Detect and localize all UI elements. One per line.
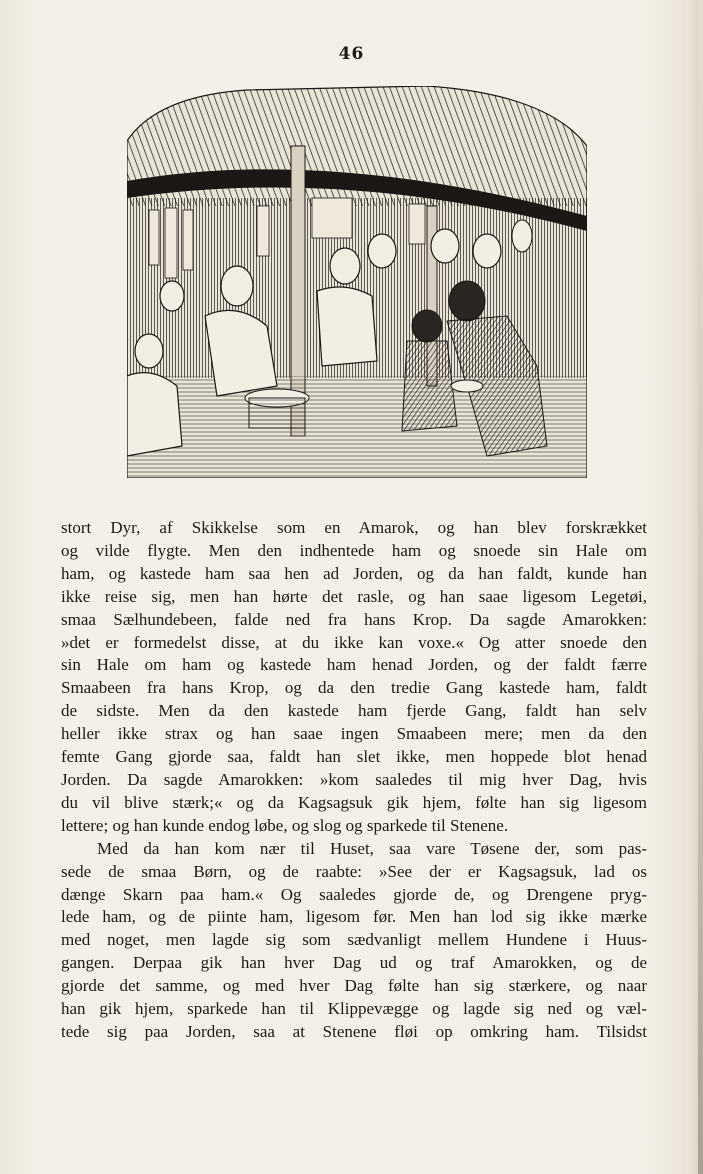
hut-interior-illustration xyxy=(127,86,587,478)
text-line: dænge Skarn paa ham.« Og saaledes gjorde de, og Drengene pryg- xyxy=(61,884,647,904)
text-line: han gik hjem, sparkede han til Klippevægge og lagde sig ned og væl- xyxy=(61,999,647,1019)
text-line: de sidste. Men da den kastede ham fjerde Gang, faldt han selv xyxy=(61,701,647,721)
text-line: femte Gang gjorde saa, faldt han slet ikke, men hoppede blot henad xyxy=(61,747,647,767)
text-line: Smaabeen fra hans Krop, og da den tredie Gang kastede ham, faldt xyxy=(61,678,647,698)
text-line: smaa Sælhundebeen, falde ned fra hans Krop. Da sagde Amarokken: xyxy=(61,609,647,629)
text-line: lettere; og han kunde endog løbe, og slog og sparkede til Stenene. xyxy=(61,815,509,835)
page-edge-shadow xyxy=(698,0,703,1174)
text-line: Med da han kom nær til Huset, saa vare Tøsene der, som pas- xyxy=(97,838,647,858)
text-line: tede sig paa Jorden, saa at Stenene fløi op omkring ham. Tilsidst xyxy=(61,1021,647,1041)
page-number: 46 xyxy=(338,44,365,64)
text-line: ham, og kastede ham saa hen ad Jorden, og da han faldt, kunde han xyxy=(61,563,647,583)
text-line: heller ikke strax og han saae ingen Smaabeen mere; men da den xyxy=(61,724,647,744)
text-line: sin Hale om ham og kastede ham henad Jorden, og der faldt færre xyxy=(61,655,647,675)
text-line: sede de smaa Børn, og de raabte: »See der er Kagsagsuk, lad os xyxy=(61,861,647,881)
text-line: lede ham, og de piinte ham, ligesom før. Men han lod sig ikke mærke xyxy=(61,907,647,927)
text-line: du vil blive stærk;« og da Kagsagsuk gik hjem, følte han sig ligesom xyxy=(61,792,647,812)
text-line: gangen. Derpaa gik han hver Dag ud og traf Amarokken, og de xyxy=(61,953,647,973)
body-text xyxy=(61,517,647,1044)
text-line: og vilde flygte. Men den indhentede ham og snoede sin Hale om xyxy=(61,540,647,560)
text-line: ikke reise sig, men han hørte det rasle, og han saae ligesom Legetøi, xyxy=(61,586,647,606)
text-line: med noget, men lagde sig som sædvanligt mellem Hundene i Huus- xyxy=(61,930,647,950)
text-line: »det er formedelst disse, at du ikke kan voxe.« Og atter snoede den xyxy=(61,632,647,652)
text-line: gjorde det samme, og med hver Dag følte han sig stærkere, og naar xyxy=(61,976,647,996)
text-line: stort Dyr, af Skikkelse som en Amarok, og han blev forskrækket xyxy=(61,518,647,537)
text-line: Jorden. Da sagde Amarokken: »kom saaledes til mig hver Dag, hvis xyxy=(61,769,647,789)
